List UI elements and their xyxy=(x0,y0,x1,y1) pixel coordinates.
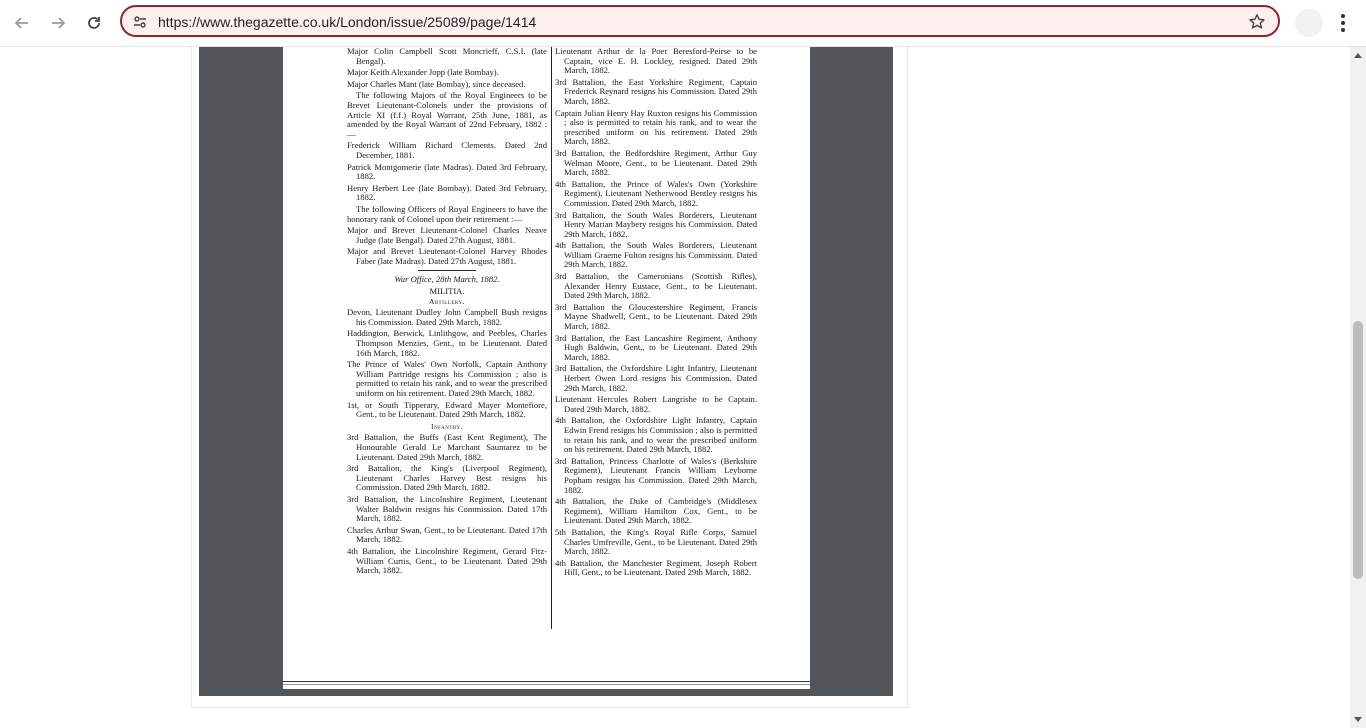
left-entry: Patrick Montgomerie (late Madras). Dated 3rd February, 1882. xyxy=(347,161,547,182)
scroll-up-arrow-icon[interactable] xyxy=(1354,53,1362,58)
artillery-entry: Devon, Lieutenant Dudley John Campbell Bush resigns his Commission. Dated 29th March, 1882. xyxy=(347,307,547,327)
page-bottom-rule xyxy=(283,681,810,682)
back-arrow-icon xyxy=(14,15,30,31)
section-rule xyxy=(418,270,476,271)
right-entry: 3rd Battalion, the Cameronians (Scottish Rifles), Alexander Henry Eustace, Gent., to be Lieutenant. Dated 29th March, 1882. xyxy=(555,271,757,301)
infantry-entry: 3rd Battalion, the Buffs (East Kent Regiment), The Honourable Gerald Le Marchant Saumarez to be Lieutenant. Dated 29th March, 1882. xyxy=(347,432,547,462)
artillery-entry: 1st, or South Tipperary, Edward Mayer Montefiore, Gent., to be Lieutenant. Dated 29th March, 1882. xyxy=(347,399,547,420)
page-content xyxy=(0,47,1350,728)
left-entry: Major Keith Alexander Jopp (late Bombay). xyxy=(347,67,499,78)
back-button[interactable] xyxy=(7,8,37,38)
left-entry: Major and Brevet Lieutenant-Colonel Harvey Rhodes Faber (late Madras). Dated 27th August, 1881. xyxy=(347,246,547,266)
artillery-entry: Haddington, Berwick, Linlithgow, and Peebles, Charles Thompson Menzies, Gent., to be Lieutenant. Dated 16th March, 1882. xyxy=(347,328,547,358)
reload-icon xyxy=(86,15,102,31)
forward-arrow-icon xyxy=(50,15,66,31)
artillery-entry: The Prince of Wales' Own Norfolk, Captain Anthony William Partridge resigns his Commission ; also is permitted to retain his rank, and to wear the prescribed uniform on his retirement. Dated 29th March, 1882. xyxy=(347,359,547,398)
right-entry: 4th Battalion, the Prince of Wales's Own (Yorkshire Regiment), Lieutenant Netherwood Bentley resigns his Commission. Dated 29th March, 1882. xyxy=(555,178,757,208)
infantry-heading: Infantry. xyxy=(431,421,463,431)
left-entry: Major and Brevet Lieutenant-Colonel Charles Neave Judge (late Bengal). Dated 27th August, 1881. xyxy=(347,225,547,245)
right-entry: 4th Battalion, the Duke of Cambridge's (Middlesex Regiment), William Hamilton Cox, Gent., to be Lieutenant. Dated 29th March, 1882. xyxy=(555,496,757,526)
infantry-entry: 3rd Battalion, the King's (Liverpool Regiment), Lieutenant Charles Harvey Best resigns his Commission. Dated 29th March, 1882. xyxy=(347,463,547,493)
tune-icon[interactable] xyxy=(132,14,148,35)
gazette-page xyxy=(283,47,810,689)
right-entry: 4th Battalion, the Oxfordshire Light Infantry, Captain Edwin Frend resigns his Commission ; also is permitted to retain his rank, and to wear the prescribed uniform on his retirement. Dated 29th March, 1882. xyxy=(555,415,757,455)
right-entry: 5th Battalion, the King's Royal Rifle Corps, Samuel Charles Umfreville, Gent., to be Lieutenant. Dated 29th March, 1882. xyxy=(555,526,757,557)
right-entry: 3rd Battalion, the Oxfordshire Light Infantry, Lieutenant Herbert Owen Lord resigns his Commission. Dated 29th March, 1882. xyxy=(555,363,757,393)
scrollbar-thumb[interactable] xyxy=(1353,321,1363,579)
right-entry: 4th Battalion, the Manchester Regiment, Joseph Robert Hill, Gent., to be Lieutenant. Dated 29th March, 1882. xyxy=(555,557,757,578)
right-entry: Lieutenant Hercules Robert Langrishe to be Captain. Dated 29th March, 1882. xyxy=(555,394,757,414)
infantry-entry: 3rd Battalion, the Lincolnshire Regiment, Lieutenant Walter Baldwin resigns his Commission. Dated 17th March, 1882. xyxy=(347,493,547,524)
left-entry: Major Colin Campbell Scott Moncrieff, C.S.I. (late Bengal). xyxy=(347,46,547,66)
infantry-entry: 4th Battalion, the Lincolnshire Regiment, Gerard Fitz-William Curtis, Gent., to be Lieutenant. Dated 29th March, 1882. xyxy=(347,545,547,576)
right-entry: 3rd Battalion, the East Yorkshire Regiment, Captain Frederick Reynard resigns his Commission. Dated 29th March, 1882. xyxy=(555,76,757,106)
war-office-heading: War Office, 28th March, 1882. xyxy=(394,274,500,285)
infantry-entry: Charles Arthur Swan, Gent., to be Lieutenant. Dated 17th March, 1882. xyxy=(347,524,547,545)
left-entry: The following Officers of Royal Engineers to have the honorary rank of Colonel upon their retirement :— xyxy=(347,203,547,224)
left-column xyxy=(347,47,547,578)
right-entry: 3rd Battalion the Gloucestershire Regiment, Francis Mayne Shadwell, Gent., to be Lieutenant. Dated 29th March, 1882. xyxy=(555,301,757,332)
right-entry: 3rd Battalion, Princess Charlotte of Wales's (Berkshire Regiment), Lieutenant Francis William Leyborne Popham resigns his Commission. Dated 29th March, 1882. xyxy=(555,455,757,495)
reload-button[interactable] xyxy=(79,8,109,38)
page-bottom-rule xyxy=(283,684,810,685)
left-entry: Major Charles Mant (late Bombay), since deceased. xyxy=(347,78,526,89)
left-entry: Frederick William Richard Clements. Dated 2nd December, 1881. xyxy=(347,140,547,160)
right-entry: 4th Battalion, the South Wales Borderers, Lieutenant William Graeme Fulton resigns his Commission. Dated 29th March, 1882. xyxy=(555,240,757,270)
right-entry: Lieutenant Arthur de la Poer Beresford-Peirse to be Captain, vice E. H. Lockley, resigned. Dated 29th March, 1882. xyxy=(555,46,757,76)
vertical-scrollbar[interactable] xyxy=(1350,47,1366,728)
star-icon[interactable] xyxy=(1248,13,1266,36)
address-bar[interactable] xyxy=(120,5,1280,37)
right-entry: 3rd Battalion, the South Wales Borderers, Lieutenant Henry Marian Maybery resigns his Commission. Dated 29th March, 1882. xyxy=(555,209,757,239)
left-entry: The following Majors of the Royal Engineers to be Brevet Lieutenant-Colonels under the provisions of Article XI (f.f.) Royal Warrant, 25th June, 1881, as amended by the Royal Warrant of 22nd February, 1882 :— xyxy=(347,90,547,139)
artillery-heading: Artillery. xyxy=(429,296,465,306)
right-entry: Captain Julian Henry Hay Ruxton resigns his Commission ; also is permitted to retain his rank, and to wear the prescribed uniform on his retirement. Dated 29th March, 1882. xyxy=(555,107,757,147)
right-column xyxy=(555,47,757,580)
right-entry: 3rd Battalion, the East Lancashire Regiment, Anthony Hugh Baldwin, Gent., to be Lieutenant. Dated 29th March, 1882. xyxy=(555,332,757,362)
forward-button[interactable] xyxy=(43,8,73,38)
url-text[interactable]: https://www.thegazette.co.uk/London/issue/25089/page/1414 xyxy=(158,14,537,30)
right-entry: 3rd Battalion, the Bedfordshire Regiment, Arthur Guy Welman Moore, Gent., to be Lieutenant. Dated 29th March, 1882. xyxy=(555,147,757,178)
browser-toolbar xyxy=(0,0,1366,47)
column-divider xyxy=(551,47,552,629)
profile-avatar[interactable] xyxy=(1295,9,1323,37)
militia-heading: MILITIA. xyxy=(429,286,465,297)
scroll-down-arrow-icon[interactable] xyxy=(1354,717,1362,722)
kebab-menu-icon[interactable] xyxy=(1334,10,1352,36)
left-entry: Henry Herbert Lee (late Bombay). Dated 3rd February, 1882. xyxy=(347,182,547,203)
